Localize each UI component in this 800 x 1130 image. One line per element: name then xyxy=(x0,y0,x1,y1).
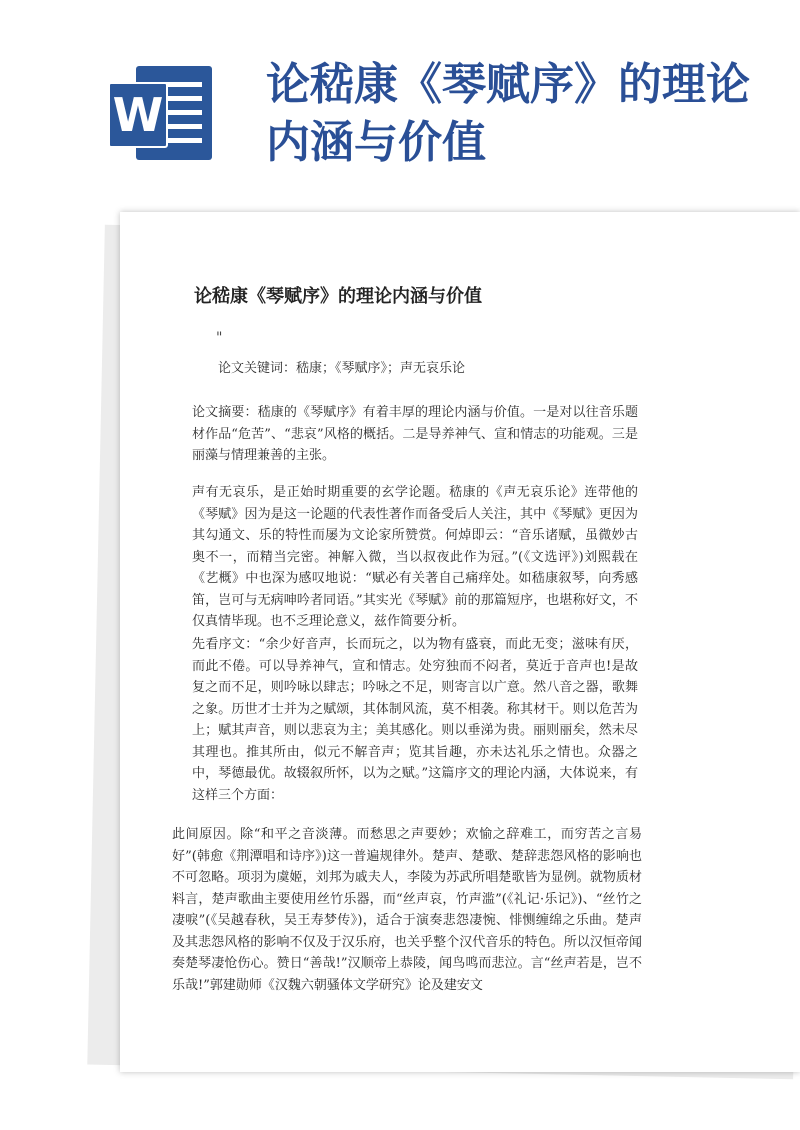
body-paragraph: 先看序文：“余少好音声，长而玩之，以为物有盛衰，而此无变；滋味有厌，而此不倦。可以导养神气，宣和情志。处穷独而不闷者，莫近于音声也!是故复之而不足，则吟咏以肆志；吟咏之不足，则寄言以广意。然八音之器，歌舞之象。历世才士并为之赋颂，其体制风流，莫不相袭。称其材干。则以危苦为上；赋其声音，则以悲哀为主；美其感化。则以垂涕为贵。丽则丽矣，然未尽其理也。推其所由，似元不解音声；览其旨趣，亦未达礼乐之情也。众器之中，琴德最优。故辍叙所怀，以为之赋。”这篇序文的理论内涵，大体说来，有这样三个方面： xyxy=(192,637,638,803)
word-icon-letter: W xyxy=(108,82,168,148)
quote-mark: " xyxy=(216,330,223,346)
document-page xyxy=(120,212,800,1072)
banner xyxy=(0,0,800,190)
banner-title: 论嵇康《琴赋序》的理论内涵与价值 xyxy=(266,59,750,168)
keywords-line: 论文关键词：嵇康；《琴赋序》；声无哀乐论 xyxy=(218,361,466,376)
body-paragraph: 此间原因。除“和平之音淡薄。而愁思之声要妙；欢愉之辞难工，而穷苦之言易好”(韩愈《荆潭唱和诗序》)这一普遍规律外。楚声、楚歌、楚辞悲怨风格的影响也不可忽略。项羽为虞姬，刘邦为戚夫人，李陵为苏武所唱楚歌皆为显例。就物质材料言，楚声歌曲主要使用丝竹乐器，而“丝声哀，竹声滥”(《礼记·乐记》)、“丝竹之凄唳”(《吴越春秋，吴王寿梦传》)，适合于演奏悲怨凄惋、悱恻缠绵之乐曲。楚声及其悲怨风格的影响不仅及于汉乐府，也关乎整个汉代音乐的特色。所以汉恒帝闻奏楚琴凄怆伤心。赞日“善哉!”汉顺帝上恭陵，闻鸟鸣而悲泣。言“丝声若是，岂不乐哉!”郭建勋师《汉魏六朝骚体文学研究》论及建安文 xyxy=(172,827,642,993)
document-title: 论嵇康《琴赋序》的理论内涵与价值 xyxy=(194,286,482,307)
word-document-icon xyxy=(108,60,212,164)
body-paragraph: 声有无哀乐，是正始时期重要的玄学论题。嵇康的《声无哀乐论》连带他的《琴赋》因为是这一论题的代表性著作而备受后人关注，其中《琴赋》更因为其勾通文、乐的特性而屡为文论家所赞赏。何焯即云：“音乐诸赋，虽微妙古奥不一，而精当完密。神解入微，当以叔夜此作为冠。”(《文选评》)刘熙载在《艺概》中也深为感叹地说：“赋必有关著自己痛痒处。如嵇康叙琴，向秀感笛，岂可与无病呻吟者同语。”其实光《琴赋》前的那篇短序，也堪称好文，不仅真情毕现。也不乏理论意义，兹作简要分析。 xyxy=(192,485,638,629)
abstract-paragraph: 论文摘要：嵇康的《琴赋序》有着丰厚的理论内涵与价值。一是对以往音乐题材作品“危苦”、“悲哀”风格的概括。二是导养神气、宣和情志的功能观。三是丽藻与情理兼善的主张。 xyxy=(192,405,638,463)
